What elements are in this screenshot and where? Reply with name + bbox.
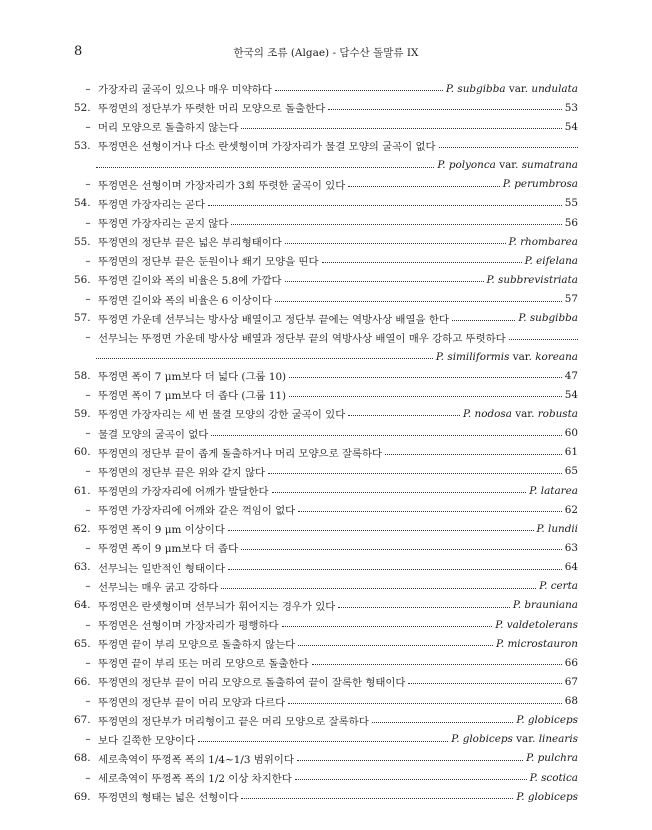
taxon-name: P. lundii: [536, 522, 578, 535]
couplet-alternative-dash: –: [85, 293, 91, 306]
key-destination: [562, 121, 578, 133]
key-destination: [562, 102, 578, 114]
dot-leader: [241, 548, 562, 550]
taxon-name: P. valdetolerans: [495, 618, 578, 631]
taxon-name: P. nodosa: [463, 407, 512, 420]
couplet-statement: 뚜껑면은 선형이며 가장자리가 3회 뚜렷한 굴곡이 있다: [98, 179, 346, 192]
destination-text: var.: [511, 407, 538, 420]
destination-text: 62: [564, 503, 578, 516]
couplet-number: 59.: [74, 407, 91, 420]
couplet-number: 53.: [74, 139, 91, 152]
key-destination: [562, 370, 578, 382]
dot-leader: [208, 204, 562, 206]
key-row: [74, 290, 578, 309]
destination-text: 66: [564, 656, 578, 669]
dot-leader: [272, 491, 527, 493]
taxon-name: P. latarea: [529, 484, 578, 497]
destination-text: 60: [564, 427, 578, 440]
destination-text: 47: [564, 369, 578, 382]
key-destination: [562, 695, 578, 707]
couplet-statement: 가장자리 굴곡이 있으나 매우 미약하다: [98, 84, 272, 97]
key-row: [74, 615, 578, 634]
couplet-alternative-dash: –: [85, 178, 91, 191]
couplet-number: 57.: [74, 312, 91, 325]
couplet-statement: 뚜껑면은 선형이며 가장자리가 평행하다: [98, 620, 279, 632]
dot-leader: [285, 280, 484, 282]
dot-leader: [268, 472, 562, 474]
dot-leader: [285, 242, 506, 244]
dot-leader: [221, 587, 536, 589]
key-destination: [562, 197, 578, 209]
key-row: [74, 768, 578, 787]
dot-leader: [211, 434, 561, 436]
dot-leader: [96, 166, 434, 168]
couplet-statement: 뚜껑면의 정단부 끝은 둔원이나 쐐기 모양을 띤다: [98, 256, 319, 269]
destination-text: var.: [505, 82, 532, 95]
couplet-statement: 뚜껑면의 정단부 끝은 위와 같지 않다: [98, 466, 266, 479]
couplet-number: 67.: [74, 714, 91, 727]
taxon-name: P. brauniana: [512, 599, 578, 612]
couplet-statement: 뚜껑면 끝이 부리 또는 머리 모양으로 돌출한다: [98, 658, 309, 671]
couplet-number: 61.: [74, 484, 91, 497]
couplet-statement: 머리 모양으로 돌출하지 않는다: [98, 122, 239, 135]
dot-leader: [241, 127, 561, 129]
key-row: [74, 749, 578, 768]
key-row: [74, 634, 578, 653]
key-destination: [513, 714, 578, 726]
key-destination: [522, 255, 578, 267]
destination-text: 63: [564, 541, 578, 554]
key-row: [74, 424, 578, 443]
dot-leader: [228, 529, 534, 531]
couplet-alternative-dash: –: [85, 465, 91, 478]
key-destination: [510, 599, 578, 611]
page-number: 8: [74, 44, 83, 59]
dot-leader: [328, 108, 561, 110]
key-destination: [562, 676, 578, 688]
couplet-statement: 뚜껑면 가장자리에 어깨와 같은 꺽임이 없다: [98, 505, 296, 518]
destination-text: 56: [564, 216, 578, 229]
key-row: [74, 462, 578, 481]
couplet-statement: 뚜껑면의 정단부 끝이 머리 모양과 다르다: [98, 696, 286, 709]
couplet-alternative-dash: –: [85, 771, 91, 784]
key-destination: [534, 523, 579, 535]
dot-leader: [297, 759, 523, 761]
couplet-alternative-dash: –: [85, 120, 91, 133]
taxon-name: P. subgibba: [518, 312, 578, 325]
key-row: [74, 711, 578, 730]
couplet-statement: 물결 모양의 굴곡이 없다: [98, 428, 209, 441]
dot-leader: [452, 319, 515, 321]
couplet-number: 55.: [74, 235, 91, 248]
couplet-statement: 뚜껑면 폭이 9 μm보다 더 좁다: [98, 543, 239, 556]
couplet-alternative-dash: –: [85, 733, 91, 746]
couplet-number: 60.: [74, 446, 91, 459]
couplet-number: 52.: [74, 101, 91, 114]
couplet-number: 56.: [74, 273, 91, 286]
key-destination: [536, 580, 578, 592]
couplet-number: 66.: [74, 675, 91, 688]
destination-text: 54: [564, 388, 578, 401]
taxon-name: P. subbrevistriata: [486, 273, 578, 286]
key-destination: [434, 159, 578, 171]
couplet-alternative-dash: –: [85, 427, 91, 440]
variety-name: robusta: [537, 407, 578, 420]
couplet-alternative-dash: –: [85, 254, 91, 267]
couplet-statement: 세로축역이 뚜껑폭 폭의 1/2 이상 차지한다: [98, 773, 292, 786]
taxon-name: P. perumbrosa: [502, 178, 578, 191]
couplet-statement: 뚜껑면 길이와 폭의 비율은 5.8에 가깝다: [98, 275, 282, 288]
key-destination: [448, 733, 578, 745]
couplet-statement: 보다 길쭉한 모양이다: [98, 734, 195, 747]
couplet-alternative-dash: –: [85, 695, 91, 708]
key-row: [74, 232, 578, 251]
couplet-alternative-dash: –: [85, 216, 91, 229]
couplet-statement: 뚜껑면 폭이 7 μm보다 더 넓다 (그룹 10): [98, 371, 287, 384]
key-destination: [460, 408, 578, 420]
destination-text: 67: [564, 675, 578, 688]
couplet-number: 63.: [74, 561, 91, 574]
couplet-statement: 뚜껑면의 정단부 끝이 좁게 돌출하거나 머리 모양으로 잘록하다: [98, 447, 383, 460]
taxon-name: P. scotica: [529, 771, 578, 784]
key-row: [74, 443, 578, 462]
key-destination: [527, 772, 578, 784]
key-row: [74, 672, 578, 691]
key-row: [74, 787, 578, 806]
key-row: [74, 194, 578, 213]
key-destination: [526, 485, 578, 497]
couplet-number: 65.: [74, 637, 91, 650]
dot-leader: [312, 663, 562, 665]
destination-text: var.: [512, 733, 539, 746]
key-row: [74, 270, 578, 289]
key-destination: [484, 274, 579, 286]
variety-name: linearis: [538, 733, 578, 746]
key-destination: [515, 312, 578, 324]
couplet-alternative-dash: –: [85, 503, 91, 516]
couplet-statement: 뚜껑면은 선형이거나 다소 란셋형이며 가장자리가 물결 모양의 굴곡이 없다: [98, 141, 436, 154]
destination-text: var.: [495, 159, 522, 172]
key-row: [74, 79, 578, 98]
couplet-statement: 뚜껑면의 정단부 끝이 머리 모양으로 돌출하여 끝이 잘록한 형태이다: [98, 677, 406, 690]
dot-leader: [228, 568, 562, 570]
couplet-statement: 선무늬는 뚜껑면 가운데 방사상 배열과 정단부 끝의 역방사상 배열이 매우 강하고 뚜렷하다: [98, 332, 506, 345]
variety-name: koreana: [535, 350, 578, 363]
variety-name: sumatrana: [521, 159, 578, 172]
taxon-name: P. pulchra: [526, 752, 578, 765]
key-destination: [562, 389, 578, 401]
key-destination: [492, 619, 578, 631]
key-destination: [500, 178, 578, 190]
key-row: [74, 213, 578, 232]
key-row: [74, 385, 578, 404]
key-destination: [443, 83, 578, 95]
couplet-alternative-dash: –: [85, 618, 91, 631]
key-destination: [562, 542, 578, 554]
taxon-name: P. rhombarea: [508, 235, 578, 248]
couplet-number: 69.: [74, 790, 91, 803]
couplet-statement: 뚜껑면의 정단부가 뚜렷한 머리 모양으로 돌출한다: [98, 103, 326, 116]
couplet-statement: 세로축역이 뚜껑폭 폭의 1/4~1/3 범위이다: [98, 753, 294, 766]
dot-leader: [348, 185, 500, 187]
dot-leader: [275, 89, 443, 91]
dot-leader: [275, 300, 562, 302]
couplet-statement: 뚜껑면의 형태는 넓은 선형이다: [98, 792, 239, 805]
couplet-alternative-dash: –: [85, 388, 91, 401]
couplet-number: 68.: [74, 752, 91, 765]
dot-leader: [288, 702, 562, 704]
dot-leader: [408, 682, 561, 684]
key-destination: [562, 293, 578, 305]
key-row: [74, 366, 578, 385]
destination-text: 54: [564, 120, 578, 133]
couplet-statement: 뚜껑면의 정단부가 머리형이고 끝은 머리 모양으로 잘록하다: [98, 715, 369, 728]
taxon-name: P. globiceps: [451, 733, 513, 746]
couplet-number: 58.: [74, 369, 91, 382]
destination-text: 55: [564, 197, 578, 210]
taxon-name: P. certa: [539, 580, 578, 593]
couplet-number: 62.: [74, 522, 91, 535]
destination-text: 65: [564, 465, 578, 478]
key-row: [74, 175, 578, 194]
key-row: [74, 117, 578, 136]
taxon-name: P. microstauron: [495, 637, 578, 650]
couplet-statement: 뚜껑면은 란셋형이며 선무늬가 휘어지는 경우가 있다: [98, 600, 336, 613]
dot-leader: [295, 778, 527, 780]
dot-leader: [385, 453, 562, 455]
key-destination: [433, 351, 578, 363]
dot-leader: [509, 338, 578, 340]
running-title: 한국의 조류 (Algae) - 담수산 돌말류 IX: [233, 47, 419, 59]
key-row: [74, 596, 578, 615]
key-destination: [562, 504, 578, 516]
key-row: [74, 730, 578, 749]
identification-key-list: [74, 79, 578, 806]
couplet-statement: 뚜껑면 가운데 선무늬는 방사상 배열이고 정단부 끝에는 역방사상 배열을 한다: [98, 313, 449, 326]
key-row: [74, 309, 578, 328]
key-row: [74, 692, 578, 711]
key-row: [74, 558, 578, 577]
dot-leader: [282, 625, 493, 627]
couplet-alternative-dash: –: [85, 541, 91, 554]
taxon-name: P. eifelana: [524, 254, 578, 267]
key-row: [74, 538, 578, 557]
taxon-name: P. polyonca: [437, 159, 496, 172]
key-row: [74, 251, 578, 270]
dot-leader: [289, 376, 562, 378]
taxon-name: P. similiformis: [435, 350, 510, 363]
couplet-number: 64.: [74, 599, 91, 612]
key-destination: [493, 638, 578, 650]
variety-name: undulata: [531, 82, 578, 95]
dot-leader: [96, 357, 433, 359]
couplet-statement: 뚜껑면의 정단부 끝은 넓은 부리형태이다: [98, 237, 282, 250]
couplet-statement: 뚜껑면 가장자리는 세 번 물결 모양의 강한 굴곡이 있다: [98, 409, 346, 422]
taxon-name: P. subgibba: [445, 82, 506, 95]
key-row: [74, 136, 578, 155]
key-destination: [513, 791, 578, 803]
key-row: [74, 577, 578, 596]
key-row: [74, 404, 578, 423]
taxon-name: P. globiceps: [516, 714, 578, 727]
dot-leader: [439, 146, 578, 148]
key-destination: [506, 236, 578, 248]
dot-leader: [348, 414, 460, 416]
destination-text: 57: [564, 293, 578, 306]
dot-leader: [298, 644, 493, 646]
couplet-statement: 뚜껑면 폭이 7 μm보다 더 좁다 (그룹 11): [98, 390, 287, 403]
dot-leader: [198, 740, 448, 742]
key-destination: [562, 217, 578, 229]
couplet-statement: 뚜껑면 가장자리는 곧다: [98, 198, 205, 211]
key-row: [74, 481, 578, 500]
couplet-statement: 선무늬는 일반적인 형태이다: [98, 562, 226, 575]
key-row: [74, 328, 578, 347]
dot-leader: [241, 797, 513, 799]
key-destination: [562, 446, 578, 458]
dot-leader: [298, 510, 562, 512]
couplet-alternative-dash: –: [85, 82, 91, 95]
destination-text: 61: [564, 446, 578, 459]
couplet-statement: 뚜껑면 길이와 폭의 비율은 6 이상이다: [98, 294, 272, 307]
dot-leader: [231, 223, 561, 225]
key-destination: [562, 657, 578, 669]
key-destination: [523, 752, 578, 764]
destination-text: 68: [564, 695, 578, 708]
key-destination: [562, 427, 578, 439]
couplet-statement: 뚜껑면의 가장자리에 어깨가 발달한다: [98, 486, 269, 499]
key-row: [74, 500, 578, 519]
couplet-alternative-dash: –: [85, 331, 91, 344]
dot-leader: [322, 261, 522, 263]
key-row: [74, 653, 578, 672]
dot-leader: [338, 606, 510, 608]
key-row: [74, 519, 578, 538]
destination-text: 64: [564, 561, 578, 574]
destination-text: var.: [509, 350, 536, 363]
key-destination: [562, 561, 578, 573]
couplet-alternative-dash: –: [85, 580, 91, 593]
dot-leader: [289, 395, 562, 397]
couplet-statement: 뚜껑면 끝이 부리 모양으로 돌출하지 않는다: [98, 639, 296, 652]
couplet-statement: 뚜껑면 가장자리는 곧지 않다: [98, 218, 229, 231]
couplet-number: 54.: [74, 197, 91, 210]
taxon-name: P. globiceps: [516, 790, 578, 803]
dot-leader: [372, 721, 514, 723]
couplet-alternative-dash: –: [85, 656, 91, 669]
key-destination: [562, 465, 578, 477]
page-header: [0, 44, 652, 64]
destination-text: 53: [564, 101, 578, 114]
key-row-continuation: [74, 156, 578, 175]
couplet-statement: 선무늬는 매우 굵고 강하다: [98, 581, 219, 594]
key-row: [74, 98, 578, 117]
couplet-statement: 뚜껑면 폭이 9 μm 이상이다: [98, 524, 225, 537]
key-row-continuation: [74, 347, 578, 366]
